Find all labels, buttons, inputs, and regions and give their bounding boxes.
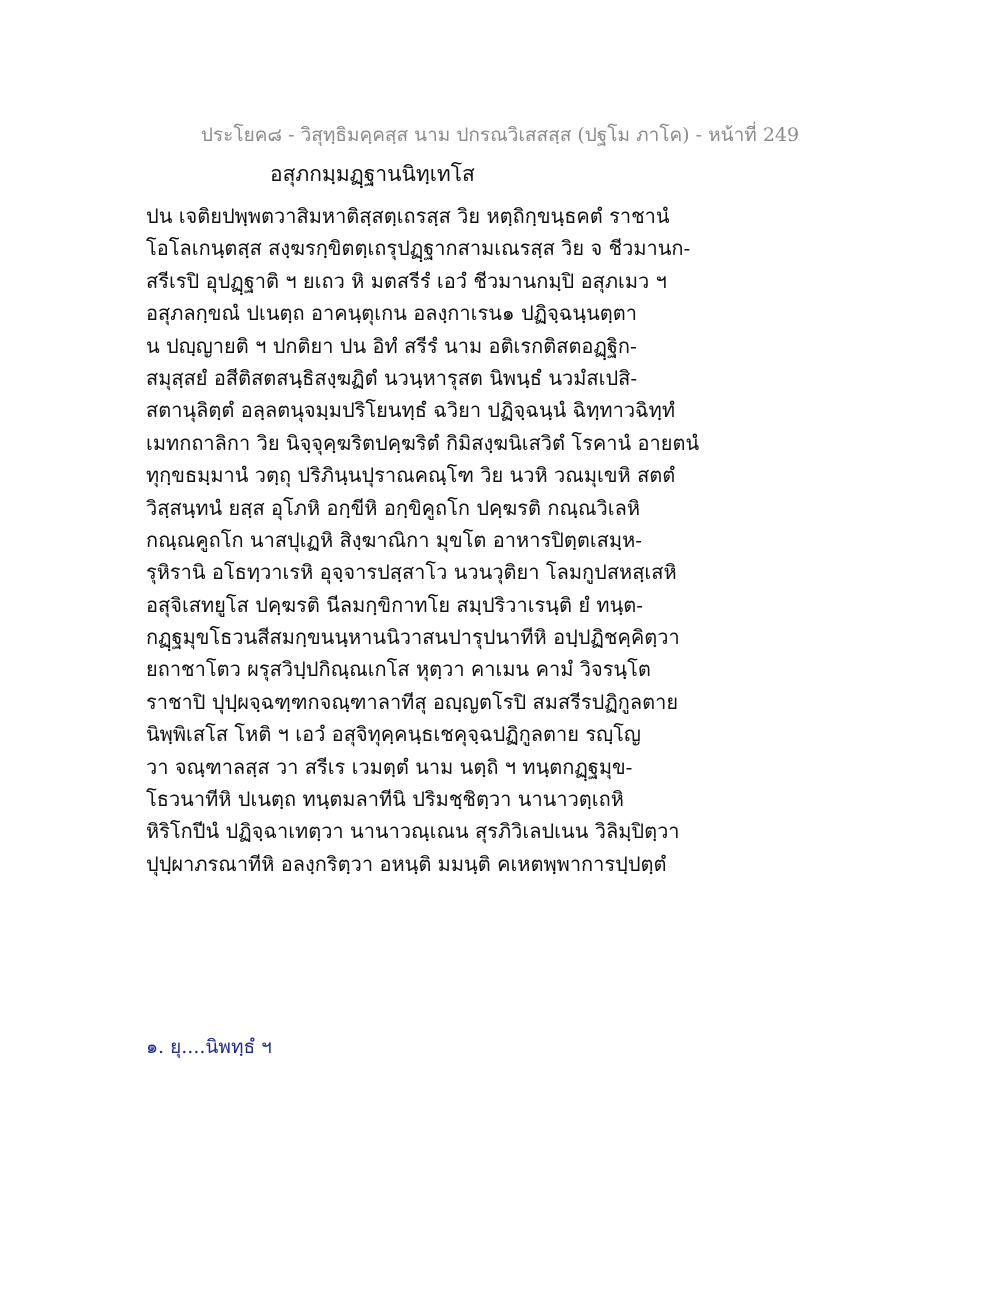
text-line: โธวนาทีหิ ปเนตฺถ ทนฺตมลาทีนิ ปริมชฺชิตฺวา นานาวตฺเถหิ xyxy=(146,787,624,812)
text-line: น ปญฺญายติ ฯ ปกติยา ปน อิทํ สรีรํ นาม อติเรกติสตอฏฺฐิก- xyxy=(146,333,637,358)
text-line: หิริโกปีนํ ปฏิจฺฉาเทตฺวา นานาวณฺเณน สุรภิวิเลปเนน วิลิมฺปิตฺวา xyxy=(146,819,680,844)
body-text xyxy=(146,200,706,880)
text-line: สรีเรปิ อุปฏฺฐาติ ฯ ยเถว หิ มตสรีรํ เอวํ ชีวมานกมฺปิ อสุภเมว ฯ xyxy=(146,268,667,293)
text-line: โอโลเกนฺตสฺส สงฺฆรกฺขิตตฺเถรุปฏฺฐากสามเณรสฺส วิย จ ชีวมานก- xyxy=(146,236,691,261)
text-line: กณฺณคูถโก นาสปุเฏหิ สิงฺฆาณิกา มุขโต อาหารปิตฺตเสมฺห- xyxy=(146,527,643,552)
text-line: นิพฺพิเสโส โหติ ฯ เอวํ อสุจิทุคฺคนฺธเชคุจฺฉปฏิกูลตาย รญฺโญ xyxy=(146,722,641,747)
section-title: อสุภกมฺมฏฺฐานนิทฺเทโส xyxy=(270,162,475,186)
text-line: วา จณฺฑาลสฺส วา สรีเร เวมตฺตํ นาม นตฺถิ ฯ ทนฺตกฏฺฐมุข- xyxy=(146,754,633,779)
text-line: อสุภลกฺขณํ ปเนตฺถ อาคนฺตุเกน อลงฺกาเรน๑ ปฏิจฺฉนฺนตฺตา xyxy=(146,301,637,326)
text-line: ปุปฺผาภรณาทีหิ อลงฺกริตฺวา อหนฺติ มมนฺติ คเหตพฺพาการปฺปตฺตํ xyxy=(146,851,667,876)
text-line: ราชาปิ ปุปฺผจฺฉฑฺฑกจณฺฑาลาทีสุ อญฺญตโรปิ สมสรีรปฏิกูลตาย xyxy=(146,689,679,714)
text-line: รุหิรานิ อโธทฺวาเรหิ อุจฺจารปสฺสาโว นวนวุติยา โลมกูปสหสฺเสหิ xyxy=(146,560,677,585)
text-line: ปน เจติยปพฺพตวาสิมหาติสฺสตฺเถรสฺส วิย หตฺถิกฺขนฺธคตํ ราชานํ xyxy=(146,204,670,228)
text-line: สมุสฺสยํ อสีติสตสนฺธิสงฺฆฏิตํ นวนฺหารุสต นิพนฺธํ นวมํสเปสิ- xyxy=(146,365,638,390)
text-line: เมทกถาลิกา วิย นิจฺจุคฺฆริตปคฺฆริตํ กิมิสงฺฆนิเสวิตํ โรคานํ อายตนํ xyxy=(146,430,700,455)
text-line: สตานุลิตฺตํ อลฺลตนุจมฺมปริโยนทฺธํ ฉวิยา ปฏิจฺฉนฺนํ ฉิทฺทาวฉิทฺทํ xyxy=(146,398,676,423)
running-header: ประโยค๘ - วิสุทฺธิมคฺคสฺส นาม ปกรณวิเสสสฺส (ปฐโม ภาโค) - หน้าที่ 249 xyxy=(200,124,800,146)
footnote: ๑. ยุ....นิพทฺธํ ฯ xyxy=(146,1036,272,1058)
text-line: วิสฺสนฺทนํ ยสฺส อุโภหิ อกฺขีหิ อกฺขิคูถโก ปคฺฆรติ กณฺณวิเลหิ xyxy=(146,495,641,520)
text-line: กฏฺฐมุขโธวนสีสมกฺขนนฺหานนิวาสนปารุปนาทีหิ อปฺปฏิชคฺคิตฺวา xyxy=(146,625,680,650)
text-line: ยถาชาโตว ผรุสวิปฺปกิณฺณเกโส หุตฺวา คาเมน คามํ วิจรนฺโต xyxy=(146,657,651,682)
text-line: อสุจิเสทยูโส ปคฺฆรติ นีลมกฺขิกาทโย สมฺปริวาเรนฺติ ยํ ทนฺต- xyxy=(146,592,643,617)
text-line: ทุกฺขธมฺมานํ วตฺถุ ปริภินฺนปุราณคณฺโฑ วิย นวหิ วณมุเขหิ สตตํ xyxy=(146,463,676,488)
